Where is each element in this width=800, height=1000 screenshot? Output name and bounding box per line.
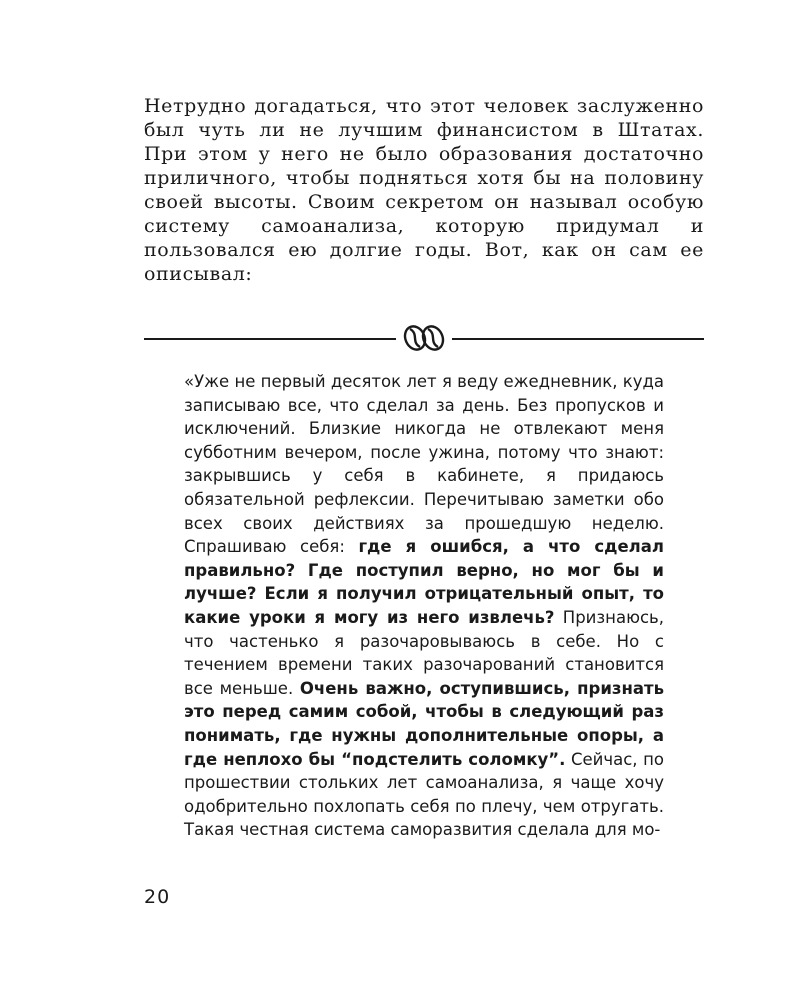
quote-text: Сейчас, по прошествии стольких лет самоанализа, я чаще хочу одобрительно похлопать себя по плечу, чем отругать. Такая честная система саморазвития сделала для мо- [184, 749, 664, 840]
quote-text: Признаюсь, что частенько я разочаровываюсь в себе. Но с течением времени таких разочарований становится все меньше. [184, 607, 664, 698]
divider-line-left [144, 338, 396, 340]
section-divider [144, 316, 704, 356]
quote-block [184, 370, 664, 842]
divider-line-right [452, 338, 704, 340]
quote-emphasis: где я ошибся, а что сделал правильно? Где поступил верно, но мог бы и лучше? Если я получил отрицательный опыт, то какие уроки я могу из него извлечь? [184, 537, 664, 627]
quote-text: «Уже не первый десяток лет я веду ежедневник, куда записываю все, что сделал за день. Без пропусков и исключений. Близкие никогда не отвлекают меня субботним вечером, после ужина, потому что знают: закрывшись у себя в кабинете, я придаюсь обязательной рефлексии. Перечитываю заметки обо всех своих действиях за прошедшую неделю. Спрашиваю себя: [184, 372, 664, 557]
coffee-beans-icon [400, 322, 448, 354]
quote-emphasis: Очень важно, оступившись, признать это перед самим собой, чтобы в следующий раз понимать, где нужны дополнительные опоры, а где неплохо бы “подстелить соломку”. [184, 678, 665, 769]
page-number: 20 [144, 886, 171, 908]
intro-paragraph: Нетрудно догадаться, что этот человек заслуженно был чуть ли не лучшим финансистом в Штатах. При этом у него не было образования достаточно приличного, чтобы подняться хотя бы на половину своей высоты. Своим секретом он называл особую систему самоанализа, которую придумал и пользовался ею долгие годы. Вот, как он сам ее описывал: [144, 95, 704, 285]
